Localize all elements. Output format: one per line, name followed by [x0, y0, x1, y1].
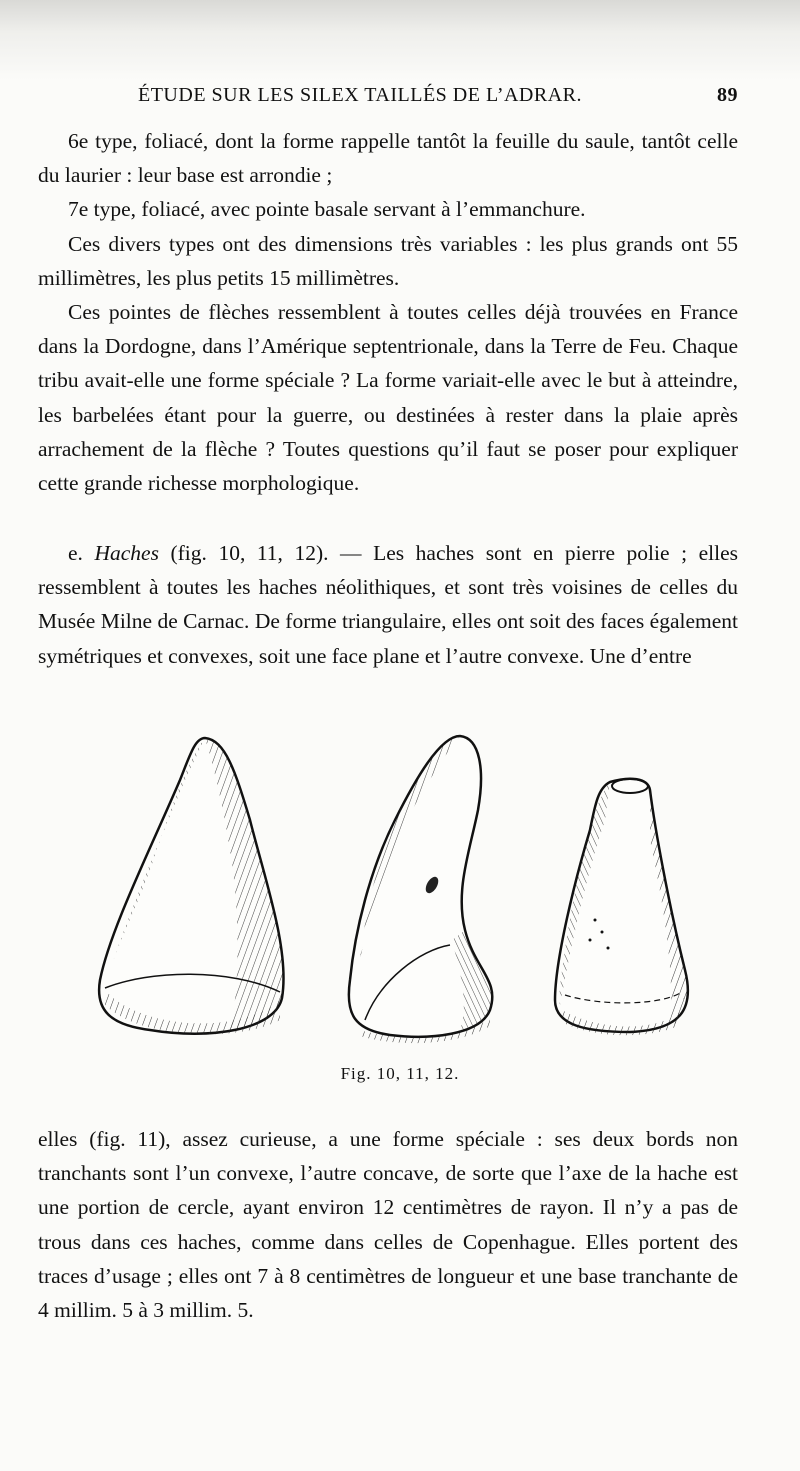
paragraph-type-7: 7e type, foliacé, avec pointe basale servant à l’emmanchure. — [68, 197, 586, 222]
running-header — [138, 84, 738, 116]
text-block-bottom — [38, 1122, 738, 1327]
axes-illustration — [90, 730, 700, 1050]
section-prefix: e. — [68, 541, 95, 565]
page-scan-shadow — [0, 0, 800, 80]
paragraph-comparison: Ces pointes de flèches ressemblent à toutes celles déjà trouvées en France dans la Dordogne, dans l’Amérique septentrionale, dans la Terre de Feu. Chaque tribu avait-elle une forme spéciale ? La forme variait-elle avec le but à atteindre, les barbelées étant pour la guerre, ou destinées à rester dans la plaie après arrachement de la flèche ? Toutes questions qu’il faut se poser pour expliquer cette grande richesse morphologique. — [38, 300, 738, 496]
paragraph-dimensions: Ces divers types ont des dimensions très variables : les plus grands ont 55 millimètres, les plus petits 15 millimètres. — [38, 231, 738, 290]
paragraph-type-6: 6e type, foliacé, dont la forme rappelle tantôt la feuille du saule, tantôt celle du laurier : leur base est arrondie ; — [38, 129, 738, 188]
paragraph-fig-11-description: elles (fig. 11), assez curieuse, a une forme spéciale : ses deux bords non tranchants sont l’un convexe, l’autre concave, de sorte que l’axe de la hache est une portion de cercle, ayant environ 12 centimètres de rayon. Il n’y a pas de trous dans ces haches, comme dans celles de Copenhague. Elles portent des traces d’usage ; elles ont 7 à 8 centimètres de longueur et une base tranchante de 4 millim. 5 à 3 millim. 5. — [38, 1127, 738, 1323]
text-block-top — [38, 124, 738, 500]
page-number: 89 — [717, 84, 738, 106]
text-block-haches — [38, 536, 738, 673]
figure-caption: Fig. 10, 11, 12. — [340, 1064, 460, 1083]
header-title: ÉTUDE SUR LES SILEX TAILLÉS DE L’ADRAR. — [138, 84, 583, 106]
figure-stone-axes — [90, 730, 700, 1050]
haches-body: (fig. 10, 11, 12). — Les haches sont en pierre polie ; elles ressemblent à toutes les haches néolithiques, et sont très voisines de celles du Musée Milne de Carnac. De forme triangulaire, elles ont soit des faces également symétriques et convexes, soit une face plane et l’autre convexe. Une d’entre — [38, 541, 738, 668]
paragraph-haches — [38, 536, 738, 673]
stone-axe-fig-11 — [349, 736, 493, 1043]
stone-axe-fig-10 — [99, 738, 283, 1034]
stone-axe-fig-12 — [555, 779, 688, 1035]
section-title: Haches — [94, 541, 159, 565]
